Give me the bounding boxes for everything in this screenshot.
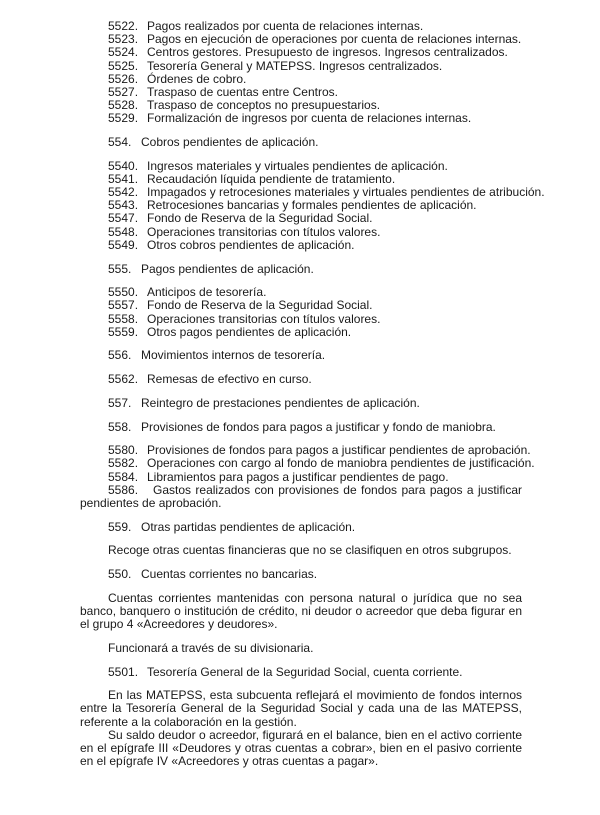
account-code: 5501. — [108, 664, 139, 679]
account-label: Libramientos para pagos a justificar pendientes de pago. — [147, 469, 449, 484]
account-code: 5550. — [108, 285, 139, 300]
account-label: Otros cobros pendientes de aplicación. — [147, 237, 355, 252]
account-code: 5557. — [108, 298, 139, 313]
account-code: 5548. — [108, 224, 139, 239]
account-label: Operaciones con cargo al fondo de maniobra pendientes de justificación. — [147, 456, 535, 471]
account-label: Órdenes de cobro. — [147, 71, 247, 86]
account-code: 5526. — [108, 71, 139, 86]
account-label: Reintegro de prestaciones pendientes de aplicación. — [141, 395, 420, 410]
account-label: Otros pagos pendientes de aplicación. — [147, 324, 352, 339]
account-code: 5559. — [108, 324, 139, 339]
account-code: 5543. — [108, 198, 139, 213]
account-heading-556 — [80, 349, 522, 362]
account-heading-554 — [80, 136, 522, 149]
account-label: Operaciones transitorias con títulos valores. — [147, 224, 381, 239]
account-code: 5540. — [108, 158, 139, 173]
account-code: 5580. — [108, 443, 139, 458]
account-label: Tesorería General de la Seguridad Social, cuenta corriente. — [147, 664, 463, 679]
account-label: Operaciones transitorias con títulos valores. — [147, 311, 381, 326]
account-list-558 — [80, 443, 535, 484]
document-page — [80, 19, 545, 769]
account-code: 5562. — [108, 372, 139, 387]
account-code: 5549. — [108, 237, 139, 252]
account-label: Cobros pendientes de aplicación. — [141, 135, 319, 149]
account-label: Fondo de Reserva de la Seguridad Social. — [147, 298, 373, 313]
account-code: 557. — [108, 395, 132, 410]
account-label: Retrocesiones bancarias y formales pendientes de aplicación. — [147, 198, 477, 213]
account-code: 5529. — [108, 111, 139, 126]
account-label: Fondo de Reserva de la Seguridad Social. — [147, 211, 373, 226]
account-label: Formalización de ingresos por cuenta de relaciones internas. — [147, 111, 472, 126]
paragraph-saldo: Su saldo deudor o acreedor, figurará en el balance, bien en el activo corriente en el epígrafe III «Deudores y otras cuentas a cobrar», bien en el pasivo corriente en el epígrafe IV «Acreedores y otras cuentas a pagar». — [80, 727, 522, 769]
account-label: Pagos realizados por cuenta de relaciones internas. — [147, 19, 424, 33]
account-label: Provisiones de fondos para pagos a justificar pendientes de aprobación. — [147, 443, 531, 458]
account-label: Gastos realizados con provisiones de fondos para pagos a justificar pendientes de aprobación. — [80, 482, 522, 510]
account-label: Remesas de efectivo en curso. — [147, 372, 312, 387]
account-item-5501 — [80, 666, 522, 679]
account-label: Tesorería General y MATEPSS. Ingresos centralizados. — [147, 58, 443, 73]
account-label: Otras partidas pendientes de aplicación. — [141, 519, 356, 534]
account-list-555 — [80, 286, 522, 339]
account-heading-550 — [80, 568, 522, 581]
account-code: 558. — [108, 419, 132, 434]
account-label: Traspaso de conceptos no presupuestarios. — [147, 98, 381, 113]
account-code: 5542. — [108, 185, 139, 200]
account-item — [80, 239, 522, 252]
account-item-5586 — [80, 484, 522, 510]
account-list-554 — [80, 158, 545, 252]
account-label: Cuentas corrientes no bancarias. — [141, 567, 318, 582]
account-code: 5524. — [108, 45, 139, 60]
account-heading-555 — [80, 263, 522, 276]
paragraph-matepss: En las MATEPSS, esta subcuenta reflejará el movimiento de fondos internos entre la Tesorería General de la Seguridad Social y cada una de las MATEPSS, referente a la colaboración en la gestión. — [80, 688, 522, 729]
account-label: Pagos en ejecución de operaciones por cuenta de relaciones internas. — [147, 32, 522, 47]
account-label: Pagos pendientes de aplicación. — [141, 261, 314, 276]
account-label: Traspaso de cuentas entre Centros. — [147, 84, 338, 99]
account-label: Centros gestores. Presupuesto de ingresos. Ingresos centralizados. — [147, 45, 508, 60]
account-item-5562 — [80, 373, 522, 386]
account-code: 5527. — [108, 84, 139, 99]
paragraph-divisionaria: Funcionará a través de su divisionaria. — [108, 640, 314, 655]
account-heading-558 — [80, 421, 522, 434]
account-code: 5541. — [108, 171, 139, 186]
account-item — [80, 112, 522, 125]
account-code: 554. — [108, 135, 132, 149]
account-code: 5582. — [108, 456, 139, 471]
account-code: 5586. — [108, 482, 139, 497]
account-code: 550. — [108, 567, 132, 582]
account-label: Movimientos internos de tesorería. — [141, 348, 326, 363]
account-code: 556. — [108, 348, 132, 363]
account-heading-557 — [80, 397, 522, 410]
paragraph-550-description: Cuentas corrientes mantenidas con persona natural o jurídica que no sea banco, banquero o institución de crédito, ni deudor o acreedor que deba figurar en el grupo 4 «Acreedores y deudores». — [80, 590, 522, 632]
account-label: Recaudación líquida pendiente de tratamiento. — [147, 171, 396, 186]
account-label: Anticipos de tesorería. — [147, 285, 267, 300]
account-list-552 — [80, 20, 522, 126]
paragraph-559-description: Recoge otras cuentas financieras que no se clasifiquen en otros subgrupos. — [108, 543, 512, 558]
account-code: 559. — [108, 519, 132, 534]
account-code: 5558. — [108, 311, 139, 326]
account-code: 5528. — [108, 98, 139, 113]
account-code: 5525. — [108, 58, 139, 73]
account-item — [80, 471, 522, 484]
account-item — [80, 326, 522, 339]
account-label: Provisiones de fondos para pagos a justificar y fondo de maniobra. — [141, 419, 496, 434]
account-code: 555. — [108, 261, 132, 276]
account-heading-559 — [80, 521, 522, 534]
account-code: 5547. — [108, 211, 139, 226]
account-code: 5522. — [108, 19, 139, 33]
account-label: Impagados y retrocesiones materiales y virtuales pendientes de atribución. — [147, 185, 545, 200]
account-code: 5523. — [108, 32, 139, 47]
account-code: 5584. — [108, 469, 139, 484]
account-label: Ingresos materiales y virtuales pendientes de aplicación. — [147, 158, 448, 173]
